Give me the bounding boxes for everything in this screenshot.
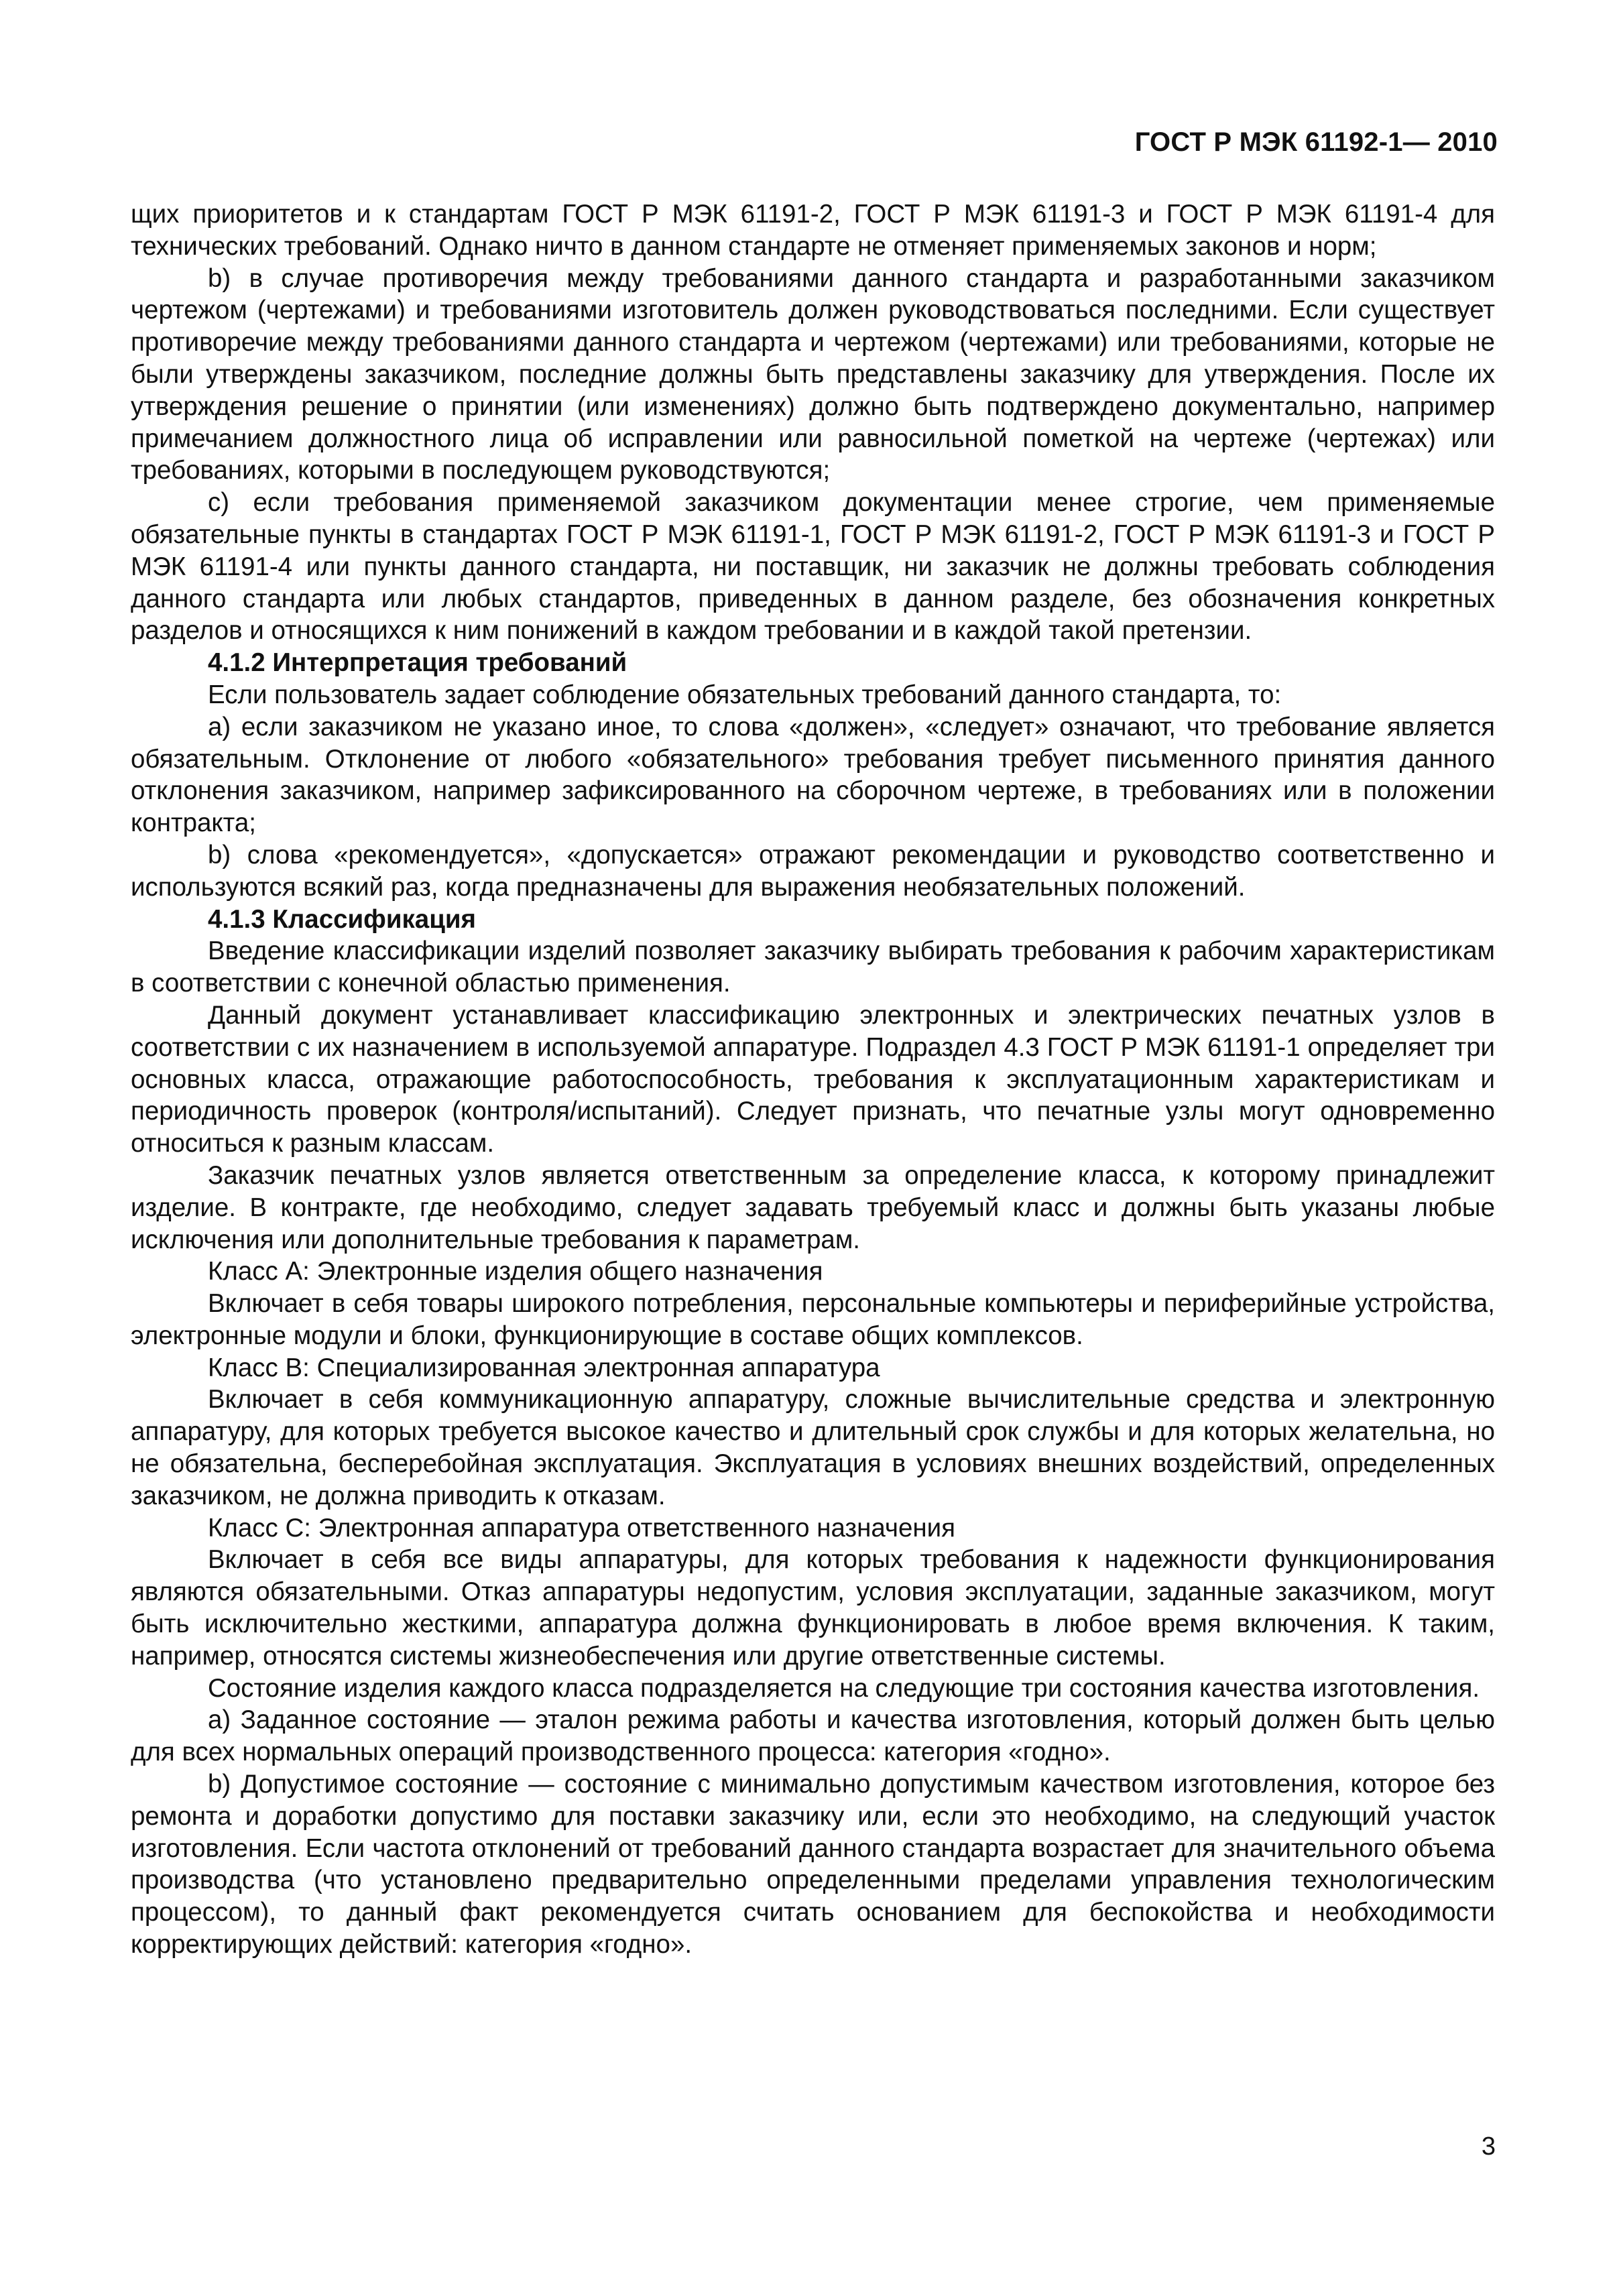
class-a-title: Класс А: Электронные изделия общего назначения: [208, 1257, 823, 1286]
paragraph: Заказчик печатных узлов является ответственным за определение класса, к которому принадлежит изделие. В контракте, где необходимо, следует задавать требуемый класс и должны быть указаны любые исключения или дополнительные требования к параметрам.: [131, 1160, 1495, 1254]
paragraph-continuation: щих приоритетов и к стандартам ГОСТ Р МЭК 61191-2, ГОСТ Р МЭК 61191-3 и ГОСТ Р МЭК 61191-4 для технических требований. Однако ничто в данном стандарте не отменяет применяемых законов и норм;: [131, 200, 1495, 261]
standard-code-header: ГОСТ Р МЭК 61192-1— 2010: [1134, 127, 1498, 157]
class-b-description: Включает в себя коммуникационную аппаратуру, сложные вычислительные средства и электронную аппаратуру, для которых требуется высокое качество и длительный срок службы и для которых желательна, но не обязательна, бесперебойная эксплуатация. Эксплуатация в условиях внешних воздействий, определенных заказчиком, не должна приводить к отказам.: [131, 1385, 1495, 1510]
paragraph-item-c: c) если требования применяемой заказчиком документации менее строгие, чем применяемые обязательные пункты в стандартах ГОСТ Р МЭК 61191-1, ГОСТ Р МЭК 61191-2, ГОСТ Р МЭК 61191-3 и ГОСТ Р МЭК 61191-4 или пункты данного стандарта, ни поставщик, ни заказчик не должны требовать соблюдения данного стандарта или любых стандартов, приведенных в данном разделе, без обозначения конкретных разделов и относящихся к ним понижений в каждом требовании и в каждой такой претензии.: [131, 488, 1495, 646]
page-number: 3: [1481, 2132, 1496, 2161]
paragraph: Состояние изделия каждого класса подразделяется на следующие три состояния качества изготовления.: [208, 1673, 1480, 1703]
paragraph-item-b: b) Допустимое состояние — состояние с минимально допустимым качеством изготовления, которое без ремонта и доработки допустимо для поставки заказчику или, если это необходимо, на следующий участок изготовления. Если частота отклонений от требований данного стандарта возрастает для значительного объема производства (что установлено предварительно определенными пределами управления технологическим процессом), то данный факт рекомендуется считать основанием для беспокойства и необходимости корректирующих действий: категория «годно».: [131, 1770, 1495, 1959]
paragraph-item-b: b) в случае противоречия между требованиями данного стандарта и разработанными заказчиком чертежом (чертежами) и требованиями изготовитель должен руководствоваться последними. Если существует противоречие между требованиями данного стандарта и чертежом (чертежами) или требованиями, которые не были утверждены заказчиком, последние должны быть представлены заказчику для утверждения. После их утверждения решение о принятии (или изменениях) должно быть подтверждено документально, например примечанием должностного лица об исправлении или равносильной пометкой на чертеже (чертежах) или требованиях, которыми в последующем руководствуются;: [131, 263, 1495, 485]
paragraph: Данный документ устанавливает классификацию электронных и электрических печатных узлов в соответствии с их назначением в используемой аппаратуре. Подраздел 4.3 ГОСТ Р МЭК 61191-1 определяет три основных класса, отражающие работоспособность, требования к эксплуатационным характеристикам и периодичность проверок (контроля/испытаний). Следует признать, что печатные узлы могут одновременно относиться к разным классам.: [131, 1000, 1495, 1158]
class-b-title: Класс В: Специализированная электронная аппаратура: [208, 1353, 880, 1382]
paragraph-item-a: a) если заказчиком не указано иное, то слова «должен», «следует» означают, что требование является обязательным. Отклонение от любого «обязательного» требования требует письменного принятия данного отклонения заказчиком, например зафиксированного на сборочном чертеже, в требованиях или в положении контракта;: [131, 712, 1495, 838]
class-a-description: Включает в себя товары широкого потребления, персональные компьютеры и периферийные устройства, электронные модули и блоки, функционирующие в составе общих комплексов.: [131, 1289, 1495, 1350]
paragraph-item-a: a) Заданное состояние — эталон режима работы и качества изготовления, который должен быть целью для всех нормальных операций производственного процесса: категория «годно».: [131, 1705, 1495, 1767]
paragraph: Введение классификации изделий позволяет заказчику выбирать требования к рабочим характеристикам в соответствии с конечной областью применения.: [131, 936, 1495, 998]
class-c-title: Класс С: Электронная аппаратура ответственного назначения: [208, 1513, 955, 1543]
document-body: [131, 198, 1495, 1961]
class-c-description: Включает в себя все виды аппаратуры, для которых требования к надежности функционирования являются обязательными. Отказ аппаратуры недопустим, условия эксплуатации, заданные заказчиком, могут быть исключительно жесткими, аппаратура должна функционировать в любое время включения. К таким, например, относятся системы жизнеобеспечения или другие ответственные системы.: [131, 1545, 1495, 1671]
section-heading-4-1-2: 4.1.2 Интерпретация требований: [208, 648, 627, 678]
section-heading-4-1-3: 4.1.3 Классификация: [208, 904, 477, 934]
paragraph-item-b: b) слова «рекомендуется», «допускается» отражают рекомендации и руководство соответственно и используются всякий раз, когда предназначены для выражения необязательных положений.: [131, 840, 1495, 902]
paragraph: Если пользователь задает соблюдение обязательных требований данного стандарта, то:: [208, 680, 1282, 709]
